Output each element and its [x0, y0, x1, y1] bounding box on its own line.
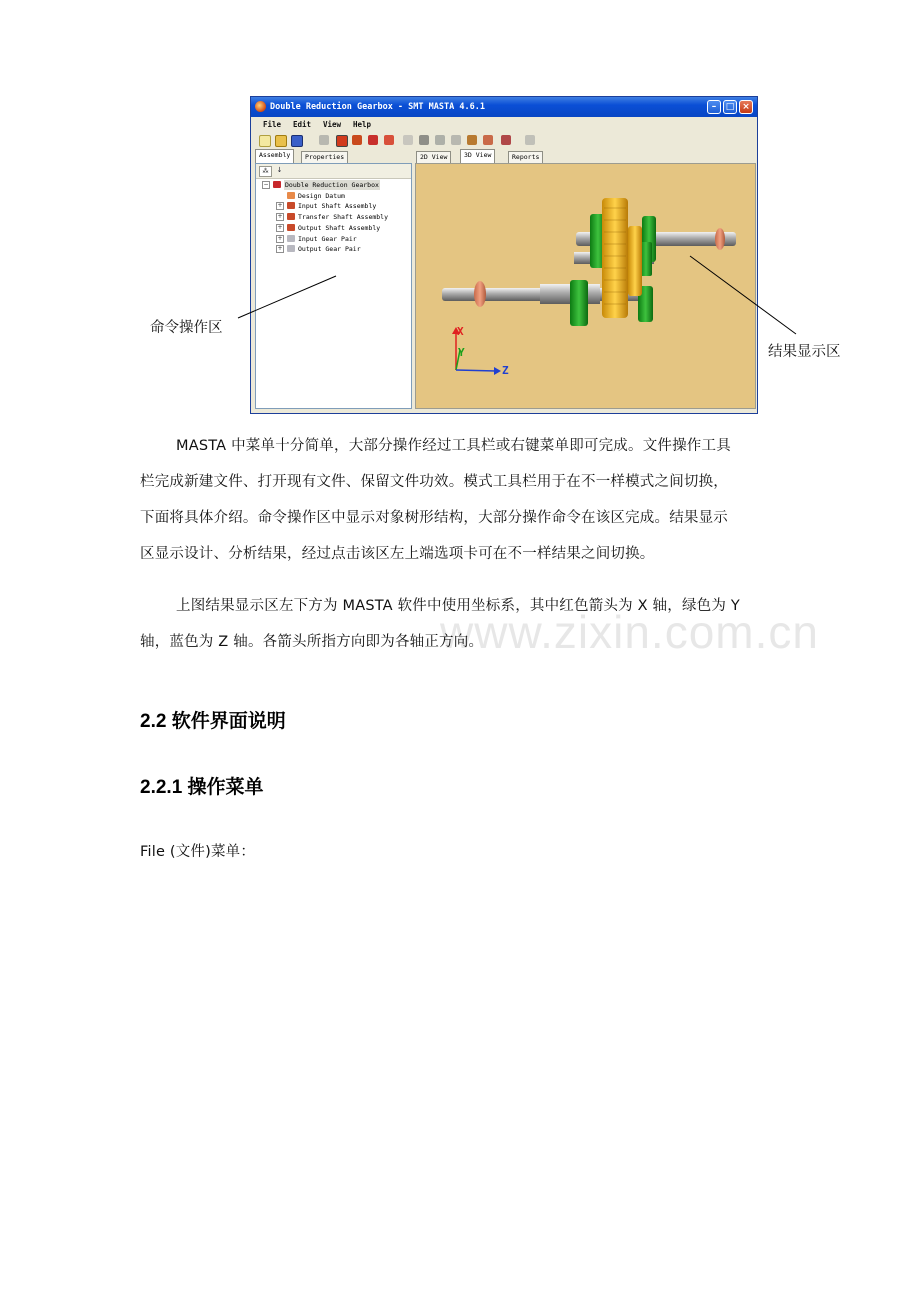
tab-properties[interactable]: Properties — [301, 151, 348, 163]
expand-icon[interactable]: + — [277, 223, 283, 231]
menu-view[interactable]: View — [323, 120, 342, 129]
tab-3d-view[interactable]: 3D View — [460, 149, 495, 163]
tree-item-label: Input Shaft Assembly — [298, 202, 377, 211]
left-callout-line — [238, 276, 336, 318]
x-axis-label: X — [457, 325, 464, 338]
expand-icon[interactable]: + — [277, 234, 283, 242]
categorized-icon[interactable]: ⁂ — [259, 166, 272, 177]
menu-file[interactable]: File — [263, 120, 282, 129]
paragraph-2-line-2: 轴，蓝色为 Z 轴。各箭头所指方向即为各轴正方向。 — [140, 634, 484, 650]
command-area-label: 命令操作区 — [150, 320, 223, 336]
tree-item-label: Transfer Shaft Assembly — [298, 213, 389, 222]
tree-item-label: Design Datum — [298, 191, 345, 200]
expand-icon[interactable]: + — [277, 202, 283, 210]
paragraph-1-line-1: MASTA 中菜单十分简单，大部分操作经过工具栏或右键菜单即可完成。文件操作工具 — [176, 438, 731, 454]
window-title: Double Reduction Gearbox - SMT MASTA 4.6.1 — [270, 102, 485, 112]
paragraph-2-line-1: 上图结果显示区左下方为 MASTA 软件中使用坐标系，其中红色箭头为 X 轴，绿色为 Y — [176, 598, 740, 614]
tab-2d-view[interactable]: 2D View — [416, 151, 451, 163]
tab-assembly[interactable]: Assembly — [255, 149, 294, 163]
minimize-icon[interactable]: – — [707, 100, 721, 114]
expand-icon[interactable]: + — [277, 213, 283, 221]
menu-help[interactable]: Help — [353, 120, 372, 129]
sort-az-icon[interactable]: ↓ — [276, 166, 283, 174]
tree-item-label: Output Gear Pair — [298, 245, 361, 254]
menu-edit[interactable]: Edit — [293, 120, 312, 129]
z-axis-label: Z — [502, 364, 509, 377]
tree-item-label: Input Gear Pair — [298, 234, 357, 243]
section-heading-2-2: 2.2 软件界面说明 — [140, 711, 286, 732]
result-area-label: 结果显示区 — [768, 344, 841, 360]
tree-item-label: Double Reduction Gearbox — [285, 181, 379, 189]
expand-icon[interactable]: + — [277, 245, 283, 253]
maximize-icon[interactable]: □ — [723, 100, 737, 114]
collapse-icon[interactable]: − — [263, 181, 269, 188]
paragraph-1-line-3: 下面将具体介绍。命令操作区中显示对象树形结构，大部分操作命令在该区完成。结果显示 — [140, 510, 728, 526]
file-menu-label: File (文件)菜单： — [140, 844, 256, 860]
close-icon[interactable]: × — [739, 100, 753, 114]
tab-reports[interactable]: Reports — [508, 151, 543, 163]
tree-item-label: Output Shaft Assembly — [298, 223, 381, 232]
paragraph-1-line-4: 区显示设计、分析结果，经过点击该区左上端选项卡可在不一样结果之间切换。 — [140, 546, 655, 562]
section-heading-2-2-1: 2.2.1 操作菜单 — [140, 777, 264, 798]
right-callout-line — [690, 256, 796, 334]
y-axis-label: Y — [458, 346, 465, 359]
watermark: www.zixin.com.cn — [440, 606, 819, 658]
paragraph-1-line-2: 栏完成新建文件、打开现有文件、保留文件功效。模式工具栏用于在不一样模式之间切换， — [140, 474, 728, 490]
